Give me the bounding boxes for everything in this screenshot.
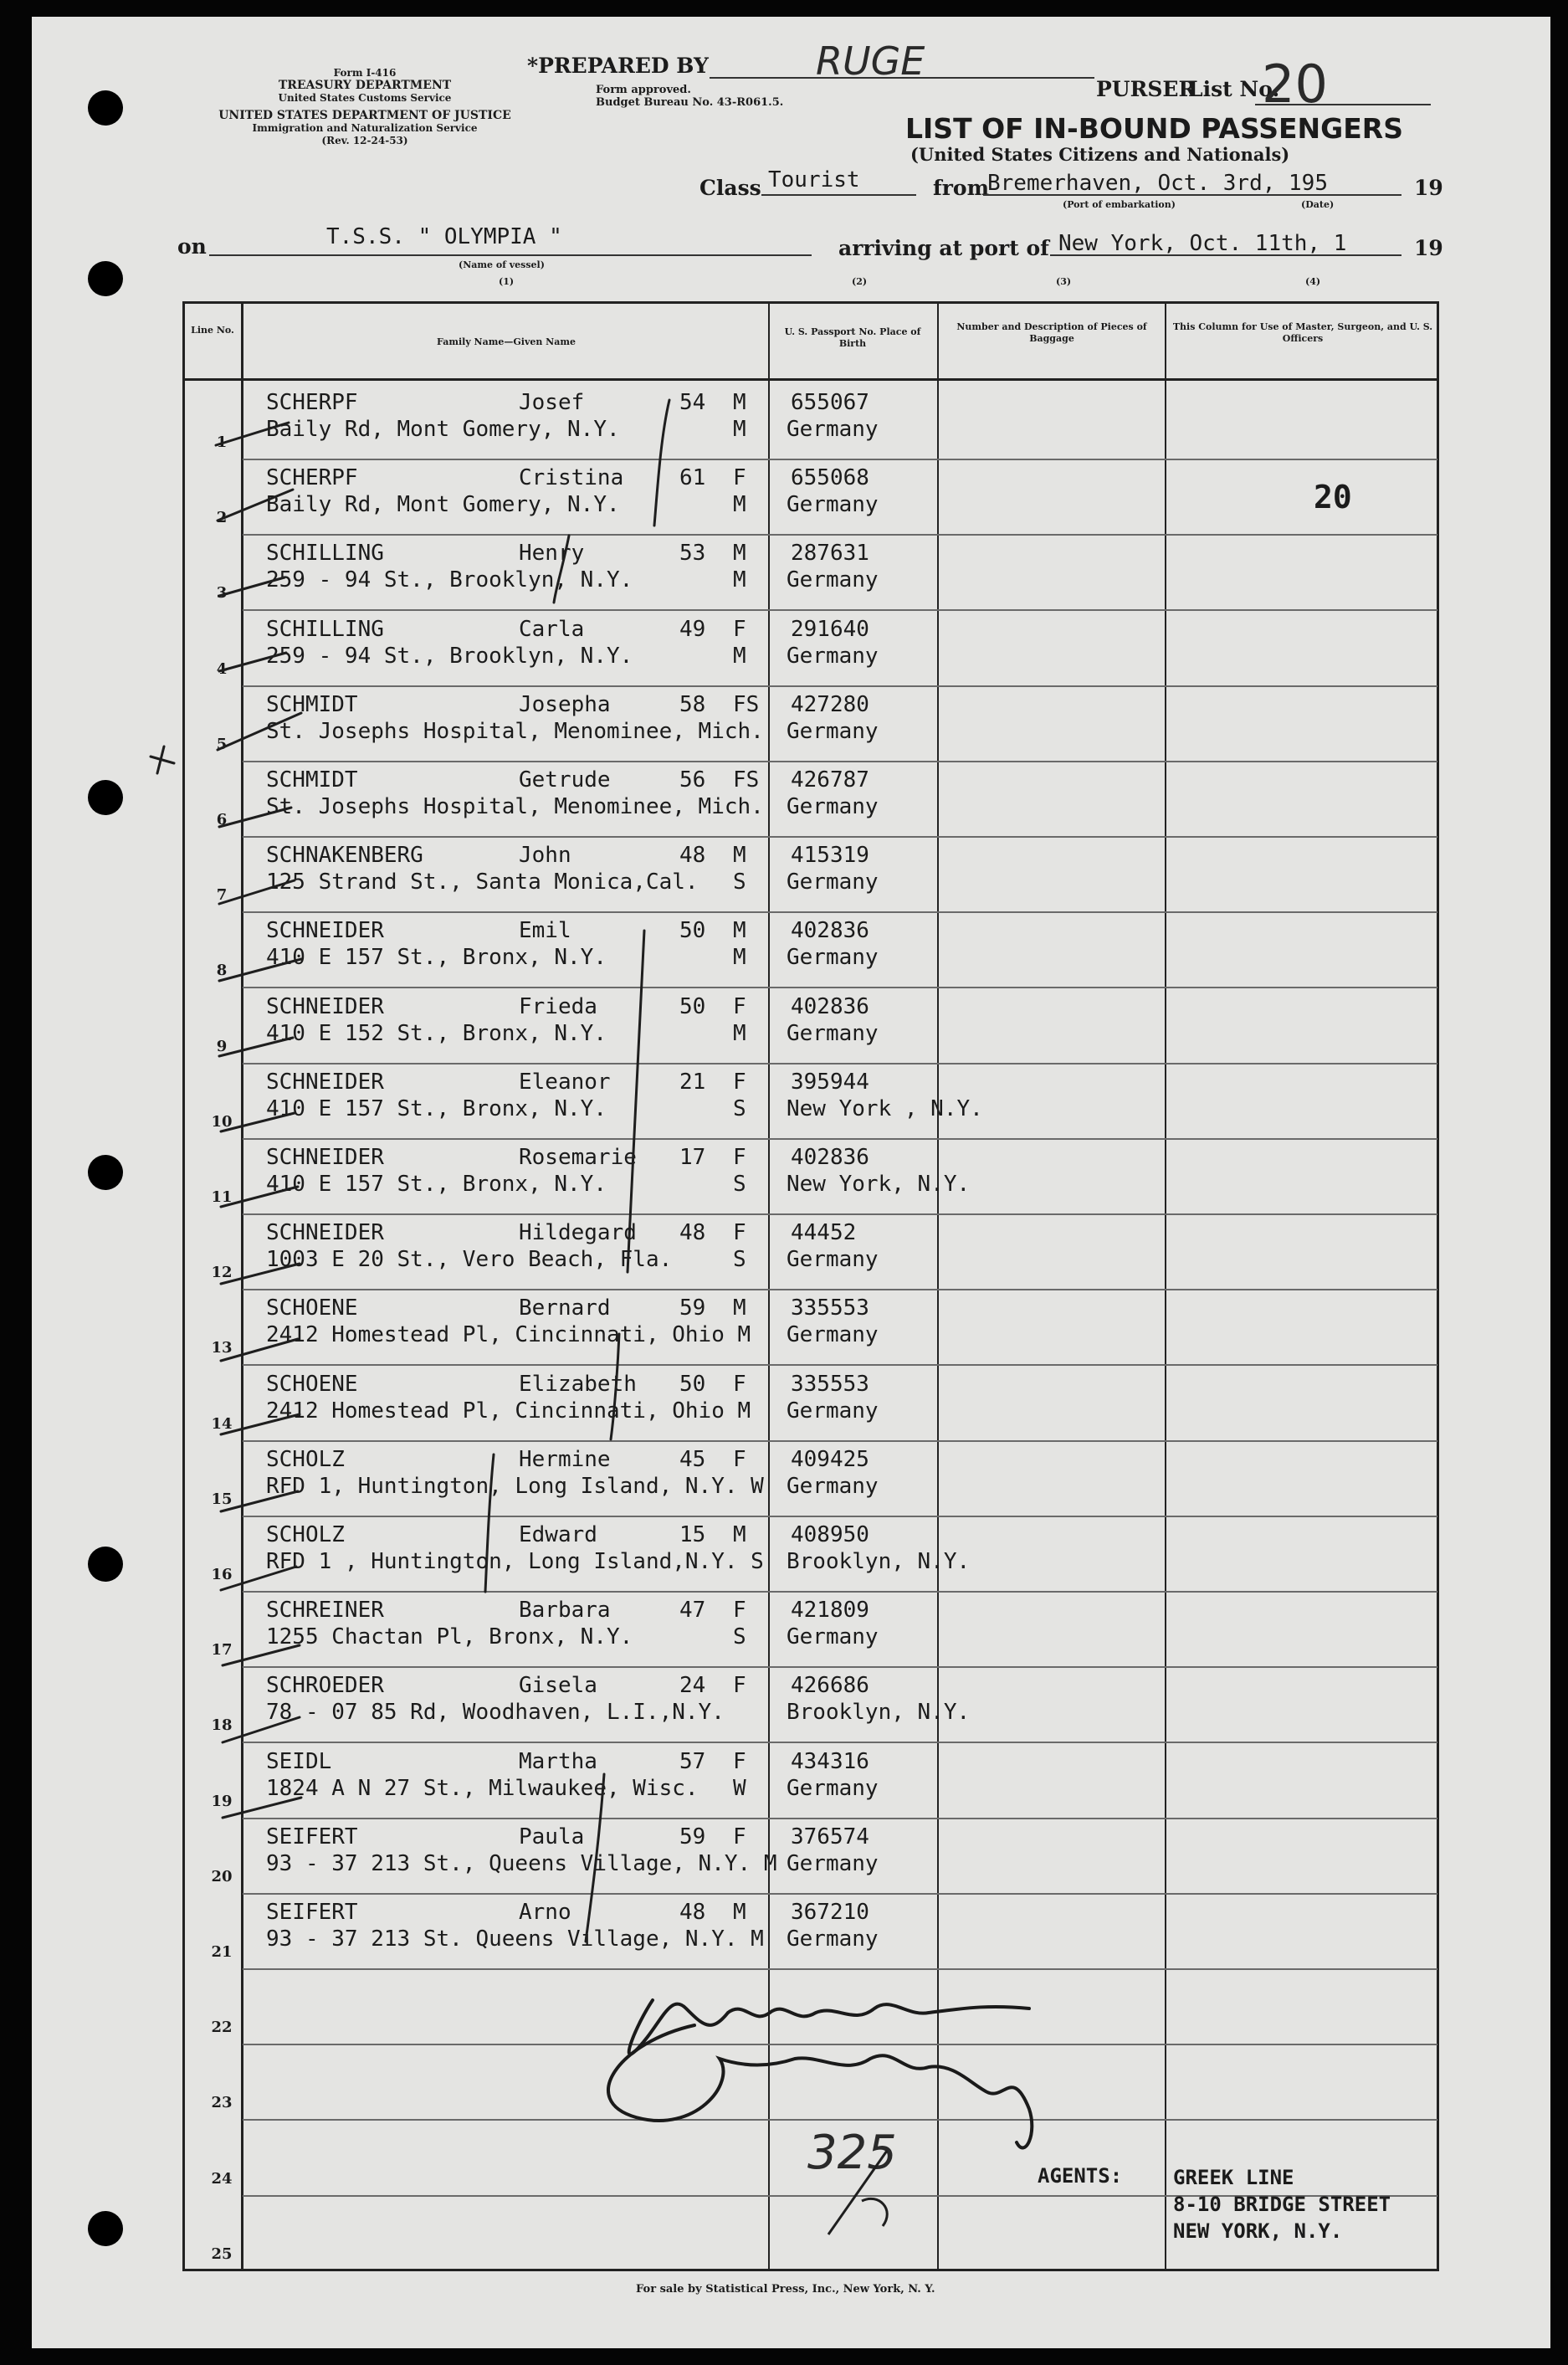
purser-label: PURSER [1096, 77, 1196, 101]
marital-status: M [733, 492, 746, 518]
home-address: 78 - 07 85 Rd, Woodhaven, L.I.,N.Y. [266, 1700, 725, 1726]
marital-status: M [733, 945, 746, 971]
sex: M [733, 1295, 746, 1321]
age: 50 [679, 918, 706, 944]
marital-status: M [733, 643, 746, 669]
marital-status: M [733, 567, 746, 593]
line-number: 2 [216, 509, 228, 527]
place-of-birth: Germany [787, 945, 879, 971]
family-name: SCHILLING [266, 541, 384, 567]
handwritten-count: 325 [807, 2126, 897, 2180]
place-of-birth: Germany [787, 870, 879, 895]
passport-number: 402836 [791, 993, 869, 1019]
officer-note: 20 [1314, 479, 1352, 516]
passport-number: 427280 [791, 691, 869, 717]
home-address: 410 E 157 St., Bronx, N.Y. [266, 1172, 607, 1197]
for-sale-note: For sale by Statistical Press, Inc., New York, N. Y. [636, 2283, 935, 2296]
passport-number: 376574 [791, 1824, 869, 1849]
list-number-label: List No. [1188, 77, 1280, 101]
sex: M [733, 843, 746, 869]
place-of-birth: Brooklyn, N.Y. [787, 1700, 971, 1726]
place-of-birth: Germany [787, 567, 879, 593]
place-of-birth: Germany [787, 1926, 879, 1952]
age: 57 [679, 1748, 706, 1774]
col-num-3: (3) [1056, 276, 1072, 287]
year-label-2: 19 [1414, 236, 1443, 260]
given-name: Josepha [519, 691, 611, 717]
sex: F [733, 1220, 746, 1246]
age: 15 [679, 1522, 706, 1547]
line-number: 23 [211, 2094, 233, 2112]
age: 48 [679, 1900, 706, 1925]
line-number: 5 [216, 735, 228, 753]
age: 59 [679, 1824, 706, 1849]
family-name: SCHNEIDER [266, 918, 384, 944]
home-address: 410 E 152 St., Bronx, N.Y. [266, 1020, 607, 1046]
line-number: 9 [216, 1037, 228, 1055]
place-of-birth: Germany [787, 1322, 879, 1348]
passport-number: 335553 [791, 1371, 869, 1397]
home-address: 1003 E 20 St., Vero Beach, Fla. [266, 1247, 673, 1273]
ins-service: Immigration and Naturalization Service [252, 122, 478, 134]
sex: F [733, 1673, 746, 1699]
agent-name: GREEK LINE [1173, 2166, 1294, 2189]
family-name: SCHNEIDER [266, 1145, 384, 1170]
place-of-birth: Germany [787, 1020, 879, 1046]
count-slash [803, 2142, 920, 2243]
arrival-port-value: New York, Oct. 11th, 1 [1058, 231, 1347, 256]
col-num-2: (2) [852, 276, 868, 287]
customs-service: United States Customs Service [278, 92, 452, 104]
col-head-baggage: Number and Description of Pieces of Baggage [956, 321, 1147, 344]
line-number: 16 [211, 1566, 233, 1583]
marital-status: M [733, 417, 746, 442]
col-num-4: (4) [1305, 276, 1321, 287]
age: 61 [679, 465, 706, 491]
col-head-name: Family Name—Given Name [437, 336, 576, 347]
place-of-birth: Germany [787, 1624, 879, 1650]
line-number: 8 [216, 962, 228, 980]
treasury-dept: TREASURY DEPARTMENT [278, 79, 452, 92]
passport-number: 408950 [791, 1522, 869, 1547]
home-address: Baily Rd, Mont Gomery, N.Y. [266, 492, 620, 518]
age: 56 [679, 767, 706, 793]
given-name: Henry [519, 541, 585, 567]
family-name: SCHNAKENBERG [266, 843, 423, 869]
given-name: Arno [519, 1900, 571, 1925]
line-number: 11 [211, 1188, 233, 1206]
home-address: 1255 Chactan Pl, Bronx, N.Y. [266, 1624, 633, 1650]
col-head-officers: This Column for Use of Master, Surgeon, and U. S. Officers [1172, 321, 1433, 344]
line-number: 20 [211, 1867, 233, 1885]
agent-city: NEW YORK, N.Y. [1173, 2219, 1343, 2243]
given-name: Hildegard [519, 1220, 637, 1246]
agent-street: 8-10 BRIDGE STREET [1173, 2193, 1391, 2216]
line-number: 3 [216, 584, 228, 603]
line-number: 18 [211, 1716, 233, 1735]
home-address: 93 - 37 213 St. Queens Village, N.Y. M [266, 1926, 764, 1952]
passport-number: 367210 [791, 1900, 869, 1925]
given-name: Martha [519, 1748, 597, 1774]
line-number: 25 [211, 2244, 233, 2263]
family-name: SCHROEDER [266, 1673, 384, 1699]
marital-status: S [733, 1247, 746, 1273]
home-address: 259 - 94 St., Brooklyn, N.Y. [266, 643, 633, 669]
age: 49 [679, 616, 706, 642]
passport-number: 44452 [791, 1220, 857, 1246]
line-number: 1 [216, 433, 228, 451]
age: 58 [679, 691, 706, 717]
place-of-birth: Germany [787, 492, 879, 518]
line-number: 13 [211, 1339, 233, 1357]
line-number: 4 [216, 659, 228, 678]
family-name: SCHOLZ [266, 1446, 345, 1472]
sex: M [733, 918, 746, 944]
place-of-birth: Germany [787, 1473, 879, 1499]
vessel-name: T.S.S. " OLYMPIA " [326, 224, 562, 249]
passport-number: 426787 [791, 767, 869, 793]
prepared-by-signature: RUGE [816, 38, 925, 84]
agents-label: AGENTS: [1038, 2164, 1123, 2188]
sex: F [733, 1069, 746, 1095]
given-name: Hermine [519, 1446, 611, 1472]
line-number: 21 [211, 1943, 233, 1961]
line-number: 14 [211, 1414, 233, 1433]
family-name: SCHNEIDER [266, 993, 384, 1019]
sex: FS [733, 691, 760, 717]
from-label: from [933, 176, 990, 200]
col-head-passport: U. S. Passport No. Place of Birth [784, 326, 921, 349]
given-name: Elizabeth [519, 1371, 637, 1397]
passport-number: 426686 [791, 1673, 869, 1699]
line-number: 10 [211, 1112, 233, 1131]
home-address: 125 Strand St., Santa Monica,Cal. [266, 870, 699, 895]
home-address: 410 E 157 St., Bronx, N.Y. [266, 945, 607, 971]
revision: (Rev. 12-24-53) [321, 135, 408, 146]
line-number: 7 [216, 886, 228, 905]
line-number: 6 [216, 811, 228, 829]
age: 54 [679, 390, 706, 415]
given-name: John [519, 843, 571, 869]
form-number: Form I-416 [333, 67, 397, 79]
sex: F [733, 1748, 746, 1774]
family-name: SCHILLING [266, 616, 384, 642]
year-label: 19 [1414, 176, 1443, 200]
line-number: 24 [211, 2169, 233, 2188]
age: 48 [679, 843, 706, 869]
family-name: SCHNEIDER [266, 1069, 384, 1095]
given-name: Cristina [519, 465, 624, 491]
marital-status: M [733, 1020, 746, 1046]
sex: F [733, 465, 746, 491]
home-address: RFD 1, Huntington, Long Island, N.Y. W [266, 1473, 764, 1499]
line-number: 19 [211, 1792, 233, 1810]
place-of-birth: Germany [787, 1398, 879, 1424]
agent-block [1173, 2164, 1391, 2244]
place-of-birth: Germany [787, 718, 879, 744]
age: 21 [679, 1069, 706, 1095]
family-name: SCHNEIDER [266, 1220, 384, 1246]
passport-number: 402836 [791, 918, 869, 944]
family-name: SCHOLZ [266, 1522, 345, 1547]
place-of-birth: Brooklyn, N.Y. [787, 1549, 971, 1574]
age: 48 [679, 1220, 706, 1246]
given-name: Gisela [519, 1673, 597, 1699]
home-address: RFD 1 , Huntington, Long Island,N.Y. S [266, 1549, 764, 1574]
marital-status: S [733, 1095, 746, 1121]
passport-number: 395944 [791, 1069, 869, 1095]
home-address: Baily Rd, Mont Gomery, N.Y. [266, 417, 620, 442]
home-address: St. Josephs Hospital, Menominee, Mich. [266, 794, 764, 819]
class-label: Class [699, 176, 761, 200]
passport-number: 655068 [791, 465, 869, 491]
on-label: on [177, 234, 207, 259]
home-address: 410 E 157 St., Bronx, N.Y. [266, 1095, 607, 1121]
sex: M [733, 1522, 746, 1547]
home-address: St. Josephs Hospital, Menominee, Mich. [266, 718, 764, 744]
family-name: SEIFERT [266, 1900, 358, 1925]
line-number: 22 [211, 2019, 233, 2037]
given-name: Edward [519, 1522, 597, 1547]
marital-status: S [733, 1172, 746, 1197]
family-name: SCHERPF [266, 465, 358, 491]
family-name: SCHMIDT [266, 767, 358, 793]
given-name: Bernard [519, 1295, 611, 1321]
home-address: 1824 A N 27 St., Milwaukee, Wisc. [266, 1775, 699, 1801]
sex: M [733, 541, 746, 567]
home-address: 93 - 37 213 St., Queens Village, N.Y. M [266, 1850, 777, 1876]
sex: F [733, 1598, 746, 1624]
list-subtitle: (United States Citizens and Nationals) [910, 144, 1290, 165]
given-name: Barbara [519, 1598, 611, 1624]
budget-bureau: Budget Bureau No. 43-R061.5. [596, 96, 784, 109]
age: 50 [679, 993, 706, 1019]
given-name: Carla [519, 616, 585, 642]
age: 50 [679, 1371, 706, 1397]
home-address: 2412 Homestead Pl, Cincinnati, Ohio M [266, 1398, 751, 1424]
passport-number: 409425 [791, 1446, 869, 1472]
age: 17 [679, 1145, 706, 1170]
given-name: Paula [519, 1824, 585, 1849]
list-number-value: 20 [1262, 54, 1328, 115]
given-name: Eleanor [519, 1069, 611, 1095]
place-of-birth: Germany [787, 1247, 879, 1273]
place-of-birth: Germany [787, 1850, 879, 1876]
passport-number: 287631 [791, 541, 869, 567]
given-name: Getrude [519, 767, 611, 793]
family-name: SCHOENE [266, 1371, 358, 1397]
family-name: SCHOENE [266, 1295, 358, 1321]
age: 59 [679, 1295, 706, 1321]
passport-number: 291640 [791, 616, 869, 642]
date-note: (Date) [1301, 199, 1335, 210]
passport-number: 402836 [791, 1145, 869, 1170]
marital-status: W [733, 1775, 746, 1801]
passport-number: 655067 [791, 390, 869, 415]
family-name: SCHREINER [266, 1598, 384, 1624]
passport-number: 335553 [791, 1295, 869, 1321]
line-number: 12 [211, 1264, 233, 1282]
given-name: Emil [519, 918, 571, 944]
family-name: SEIDL [266, 1748, 332, 1774]
sex: F [733, 1145, 746, 1170]
sex: M [733, 390, 746, 415]
form-approved: Form approved. [596, 84, 691, 96]
sex: FS [733, 767, 760, 793]
family-name: SEIFERT [266, 1824, 358, 1849]
class-value: Tourist [768, 167, 860, 192]
sex: F [733, 993, 746, 1019]
place-of-birth: New York , N.Y. [787, 1095, 983, 1121]
age: 45 [679, 1446, 706, 1472]
given-name: Josef [519, 390, 585, 415]
list-title: LIST OF IN-BOUND PASSENGERS [905, 112, 1403, 145]
age: 53 [679, 541, 706, 567]
sex: F [733, 616, 746, 642]
age: 24 [679, 1673, 706, 1699]
arriving-label: arriving at port of [838, 236, 1049, 260]
given-name: Frieda [519, 993, 597, 1019]
prepared-by-label: *PREPARED BY [527, 54, 709, 78]
marital-status: S [733, 870, 746, 895]
place-of-birth: New York, N.Y. [787, 1172, 971, 1197]
port-embark-note: (Port of embarkation) [1063, 199, 1176, 210]
col-head-line-no: Line No. [191, 325, 234, 336]
home-address: 2412 Homestead Pl, Cincinnati, Ohio M [266, 1322, 751, 1348]
place-of-birth: Germany [787, 794, 879, 819]
vessel-note: (Name of vessel) [459, 259, 545, 270]
col-num-1: (1) [499, 276, 515, 287]
line-number: 17 [211, 1641, 233, 1660]
family-name: SCHMIDT [266, 691, 358, 717]
sex: F [733, 1446, 746, 1472]
passport-number: 415319 [791, 843, 869, 869]
passport-number: 421809 [791, 1598, 869, 1624]
line-number: 15 [211, 1490, 233, 1508]
justice-dept: UNITED STATES DEPARTMENT OF JUSTICE [218, 109, 511, 122]
passport-number: 434316 [791, 1748, 869, 1774]
sex: M [733, 1900, 746, 1925]
place-of-birth: Germany [787, 1775, 879, 1801]
family-name: SCHERPF [266, 390, 358, 415]
age: 47 [679, 1598, 706, 1624]
place-of-birth: Germany [787, 417, 879, 442]
place-of-birth: Germany [787, 643, 879, 669]
sex: F [733, 1824, 746, 1849]
embark-value: Bremerhaven, Oct. 3rd, 195 [987, 171, 1328, 196]
sex: F [733, 1371, 746, 1397]
home-address: 259 - 94 St., Brooklyn, N.Y. [266, 567, 633, 593]
given-name: Rosemarie [519, 1145, 637, 1170]
marital-status: S [733, 1624, 746, 1650]
